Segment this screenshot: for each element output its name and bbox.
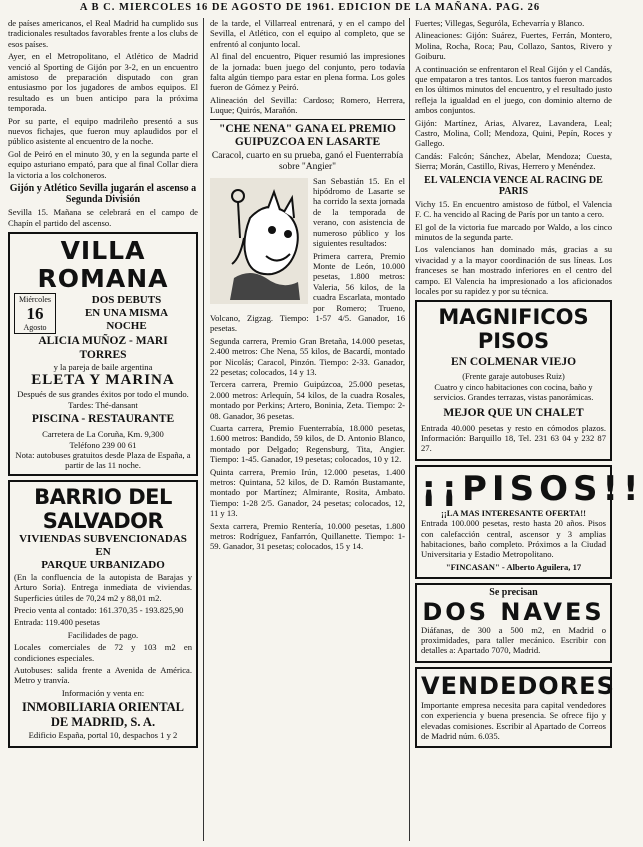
- column-right: [415, 18, 643, 841]
- ad-prices: Entrada: 119.400 pesetas: [14, 617, 100, 628]
- ad-text: Diáfanas, de 300 a 500 m2, en Madrid o proximidades, para taller mecánico. Escribir con detalles a: Apartado 7070, Madrid.: [421, 624, 606, 656]
- ad-text: Entrada 100.000 pesetas, resto hasta 20 años. Pisos con calefacción central, ascensor y 3 amplias habitaciones, baño completo. Próximos a la Ciudad Universitaria y Estadio Metropolitano.: [421, 518, 606, 560]
- ad-text: Información y venta en:: [61, 687, 145, 698]
- ad-subtitle: PARQUE URBANIZADO: [41, 558, 165, 571]
- calendar-weekday: Miércoles: [19, 294, 51, 304]
- article-text: Los valencianos han dominado más, gracias a su vivacidad y a la mayor coordinación de sus líneas. Los franceses se han mostrado inferiores en el centro del campo. El Valencia ha impresionado a los aficionados locales por su rapidez y por su técnica.: [415, 244, 612, 296]
- ad-text: y la pareja de baile argentina: [53, 361, 153, 372]
- article-headline: Gijón y Atlético Sevilla jugarán el ascenso a Segunda División: [9, 183, 197, 206]
- ad-artists: ALICIA MUÑOZ - MARI TORRES: [38, 334, 168, 361]
- ad-text: Facilidades de pago.: [67, 629, 139, 640]
- column-left: [8, 18, 198, 841]
- ad-vendedores: [415, 667, 615, 749]
- calendar-day: 16: [26, 303, 44, 323]
- article-text: El gol de la victoria fue marcado por Waldo, a los cinco minutos de la segunda parte.: [415, 221, 612, 242]
- ad-title: ¡¡PISOS!!: [421, 468, 643, 509]
- calendar-icon: [14, 293, 56, 334]
- ad-title: VILLA ROMANA: [37, 235, 169, 293]
- ad-title: VENDEDORES: [421, 671, 615, 700]
- article-text: Cuarta carrera, Premio Fuenterrabía, 18.000 pesetas, 1.600 metros: Bandido, 59 kilos, de D. Antonio Blanco, montado por Delgado; Regensburg, Tita, Angier. Tiempo: 1-45. Ganador, 19 pesetas; colocados, 10 y 12.: [210, 423, 405, 465]
- column-divider: [409, 18, 410, 841]
- article-text: Sevilla 15. Mañana se celebrará en el campo de Chapín el partido del ascenso.: [8, 207, 198, 228]
- ad-text: Tardes: Thé-dansant: [68, 399, 138, 410]
- ad-title: MAGNIFICOS PISOS: [438, 305, 589, 354]
- page-header: A B C. MIERCOLES 16 DE AGOSTO DE 1961. EDICION DE LA MAÑANA. PAG. 26: [79, 2, 541, 13]
- ad-title: BARRIO DEL SALVADOR: [34, 484, 172, 533]
- ad-date-row: [14, 293, 192, 334]
- ad-pretitle: Se precisan: [489, 587, 538, 599]
- ad-line: DOS DEBUTS: [91, 293, 162, 306]
- ad-barrio-salvador: [8, 480, 198, 748]
- ad-line: EN UNA MISMA: [84, 306, 169, 319]
- article-text: Segunda carrera, Premio Gran Bretaña, 14.000 pesetas, 2.400 metros: Che Nena, 55 kilos, de Bacardí, montado por Nicolás; Caracol, Pinzón. Tiempo: 2-33. Ganador, 22 pesetas; colocados, 14 y 13.: [210, 335, 405, 377]
- ad-pisos: [415, 465, 643, 579]
- ad-text: Después de sus grandes éxitos por todo el mundo.: [17, 389, 189, 400]
- ad-subtitle: EN COLMENAR VIEJO: [450, 356, 577, 369]
- ad-subtitle: MEJOR QUE UN CHALET: [443, 406, 584, 419]
- ad-text: Importante empresa necesita para capital vendedores con experiencia y buena presencia. Se ofrece fijo y elevadas comisiones. Escribir al Apartado de Correos de Madrid núm. 6.035.: [421, 699, 606, 742]
- divider: [210, 119, 405, 120]
- article-text: Candás: Falcón; Sánchez, Abelar, Mendoza; Cuesta, Sierra; Morán, Castillo, Rivas, Herrero y Menéndez.: [415, 150, 612, 172]
- ad-subtitle: ¡¡LA MAS INTERESANTE OFERTA!!: [441, 507, 586, 518]
- ad-text: Nota: autobuses gratuitos desde Plaza de España, a partir de las 11 noche.: [15, 449, 191, 471]
- article-text: Fuertes; Villegas, Seguróla, Echevarría y Blanco.: [415, 18, 585, 28]
- ad-duo: ELETA Y MARINA: [31, 372, 175, 389]
- article-text: Sexta carrera, Premio Rentería, 10.000 pesetas, 1.800 metros: Rodríguez, Fanfarrón, Quillanette. Tiempo: 1-59. Ganador, 31 pesetas; colocados, 15 y 14.: [210, 520, 405, 552]
- ad-phone: Teléfono 239 00 61: [69, 439, 137, 450]
- article-text: Por su parte, el equipo madrileño presentó a sus nuevos fichajes, que fueron muy aplaudidos por el público asistente al encuentro de la noche.: [8, 115, 198, 147]
- article-text: Al final del encuentro, Piquer resumió las impresiones de la jornada: buen juego del conjunto, pero todavía falta algún tiempo para estar en plena forma. Los goles fueron de Gómez y Peiró.: [210, 51, 405, 93]
- article-headline: "CHE NENA" GANA EL PREMIO GUIPUZCOA EN LASARTE: [219, 122, 396, 148]
- ad-text: Autobuses: salida frente a Avenida de América. Metro y tranvía.: [14, 665, 192, 686]
- article-subheadline: Caracol, cuarto en su prueba, ganó el Fuenterrabía sobre "Angier": [211, 150, 404, 172]
- article-text: Primera carrera, Premio Monte de León, 10.000 pesetas, 1.800 metros: Valeria, 56 kilos, de la cuadra Escarlata, montado por Romero; Trueno, Volcano, Zigzag. Tiempo: 1-57 4/5. Ganador, 16 pesetas.: [210, 250, 405, 334]
- article-text: Vichy 15. En encuentro amistoso de fútbol, el Valencia F. C. ha vencido al Racing de París por un tanto a cero.: [415, 198, 612, 220]
- ad-magnificos-pisos: [415, 300, 612, 460]
- ad-text: (En la confluencia de la autopista de Barajas y Arturo Soria). Entrega inmediata de viviendas. Superficies útiles de 70,24 m2 y 88,01 m2.: [14, 571, 192, 603]
- ad-line: NOCHE: [106, 319, 147, 332]
- article-text: Alineaciones: Gijón: Suárez, Fuertes, Ferrán, Montero, Molina, Rocha, Roca; Pau, Collazo, Santos, Rivero y Goiburu.: [415, 30, 612, 62]
- ad-address: Edificio España, portal 10, despachos 1 y 2: [28, 730, 178, 741]
- ad-subtitle: VIVIENDAS SUBVENCIONADAS EN: [19, 532, 187, 558]
- column-middle: [210, 18, 405, 841]
- ad-address: Carretera de La Coruña, Km. 9,300: [42, 429, 164, 440]
- article-text: Quinta carrera, Premio Irún, 12.000 pesetas, 1.400 metros: Quintana, 52 kilos, de D. Ramón Bustamante, montado por Martínez; Almirante, Rosita, Ambato. Tiempo: 1-28 2/5. Ganador, 24 pesetas; colocados, 12, 11 y 13.: [210, 466, 405, 519]
- ad-villa-romana: [8, 232, 198, 476]
- ad-dos-naves: [415, 583, 612, 663]
- article-text: Ayer, en el Metropolitano, el Atlético de Madrid venció al Sporting de Gijón por 3-2, en un encuentro amistoso de preparación disputado con gran entusiasmo por los jugadores de ambos equipos. El resultado es un buen anticipo para la próxima temporada.: [8, 51, 198, 114]
- article-text: Alineación del Sevilla: Cardoso; Romero, Herrera, Luque; Quirós, Marañón.: [210, 94, 405, 116]
- ad-contact: "FINCASAN" - Alberto Aguilera, 17: [445, 561, 582, 572]
- ad-text: Cuatro y cinco habitaciones con cocina, baño y servicios. Grandes terrazas, vistas panorámicas.: [433, 382, 594, 403]
- ad-prices: Precio venta al contado: 161.370,35 - 193.825,90: [14, 604, 184, 615]
- horse-illustration-icon: [210, 178, 308, 304]
- article-text: Tercera carrera, Premio Guipúzcoa, 25.000 pesetas, 2.000 metros: Arlequín, 54 kilos, de la cuadra Rosales, montado por Perkins; Artero, Boninia, Zeta. Tiempo: 2-08. Ganador, 36 pesetas.: [210, 379, 405, 421]
- calendar-month: Agosto: [23, 322, 47, 332]
- ad-company: INMOBILIARIA ORIENTAL DE MADRID, S. A.: [22, 700, 184, 730]
- ad-text: Locales comerciales de 72 y 103 m2 en condiciones especiales.: [14, 642, 192, 663]
- article-text: Gol de Peiró en el minuto 30, y en la segunda parte el equipo asturiano empató, para que al final Collar diera la victoria a los colchoneros.: [8, 148, 198, 180]
- ad-text: (Frente garaje autobuses Ruiz): [462, 372, 565, 382]
- ad-title: DOS NAVES: [422, 597, 605, 626]
- article-text: de la tarde, el Villarreal entrenará, y en el campo del Sevilla, el Atlético, con el equipo al completo, que se enfrentó al conjunto local.: [210, 18, 405, 49]
- ad-venue: PISCINA - RESTAURANTE: [31, 413, 175, 426]
- article-text: de países americanos, el Real Madrid ha cumplido sus tradicionales resultados favorables frente a los clubs de esos países.: [8, 18, 198, 49]
- article-text: Gijón: Martínez, Arias, Alvarez, Lavandera, Leal; Castro, Molina, Coll; Mendoza, Quini, Pepín, Roces y Gallego.: [415, 117, 612, 149]
- column-divider: [203, 18, 204, 841]
- ad-text: Entrada 40.000 pesetas y resto en cómodos plazos. Información: Barquillo 18, Tel. 231 63 04 y 232 87 27.: [421, 422, 606, 454]
- article-text: San Sebastián 15. En el hipódromo de Lasarte se ha corrido la sexta jornada de la temporada de verano, con asistencia de numeroso público y los siguientes resultados:: [313, 175, 405, 249]
- article-headline: EL VALENCIA VENCE AL RACING DE PARIS: [424, 174, 603, 197]
- article-text: A continuación se enfrentaron el Real Gijón y el Candás, que empataron a tres tantos. Los tantos fueron marcados en los últimos minutos del encuentro, y el resultado justo refleja la igualdad en el juego, con dominio alterno de ambos conjuntos.: [415, 63, 612, 116]
